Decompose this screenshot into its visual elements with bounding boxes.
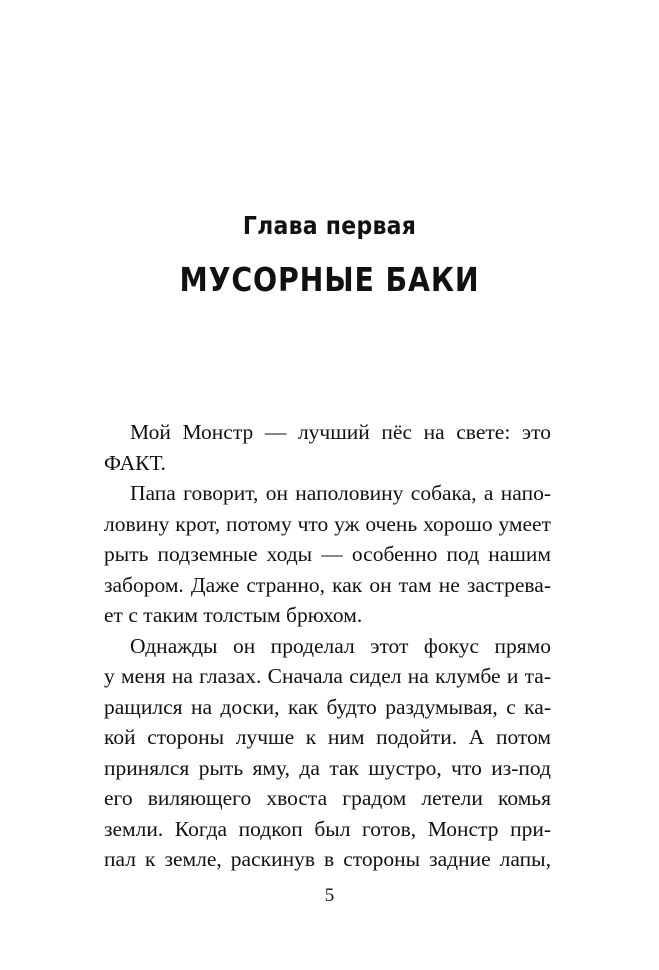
page-number: 5 bbox=[324, 885, 335, 906]
text-line: принялся рыть яму, да так шустро, что из-под bbox=[104, 755, 551, 780]
text-line: ловину крот, потому что уж очень хорошо умеет bbox=[104, 511, 551, 536]
text-line: ращился на доски, как будто раздумывая, с ка- bbox=[104, 694, 551, 719]
text-line: его виляющего хвоста градом летели комья bbox=[104, 786, 551, 810]
text-line: забором. Даже странно, как он там не застрева- bbox=[104, 572, 551, 597]
chapter-label: Глава первая bbox=[242, 211, 417, 240]
text-line: Однажды он проделал этот фокус прямо bbox=[130, 633, 551, 658]
text-line: земли. Когда подкоп был готов, Монстр при- bbox=[104, 816, 551, 841]
text-line: кой стороны лучше к ним подойти. А потом bbox=[104, 725, 551, 749]
text-line: пал к земле, раскинув в стороны задние лапы, bbox=[104, 847, 551, 871]
chapter-title: МУСОРНЫЕ БАКИ bbox=[179, 260, 480, 299]
text-line: рыть подземные ходы — особенно под нашим bbox=[104, 542, 551, 566]
text-line: у меня на глазах. Сначала сидел на клумбе и та- bbox=[104, 664, 551, 688]
body-text bbox=[104, 417, 551, 875]
text-line: ФАКТ. bbox=[104, 450, 166, 475]
text-line: Мой Монстр — лучший пёс на свете: это bbox=[130, 420, 551, 444]
text-line: ет с таким толстым брюхом. bbox=[104, 603, 363, 627]
text-line: Папа говорит, он наполовину собака, а напо- bbox=[130, 481, 551, 505]
